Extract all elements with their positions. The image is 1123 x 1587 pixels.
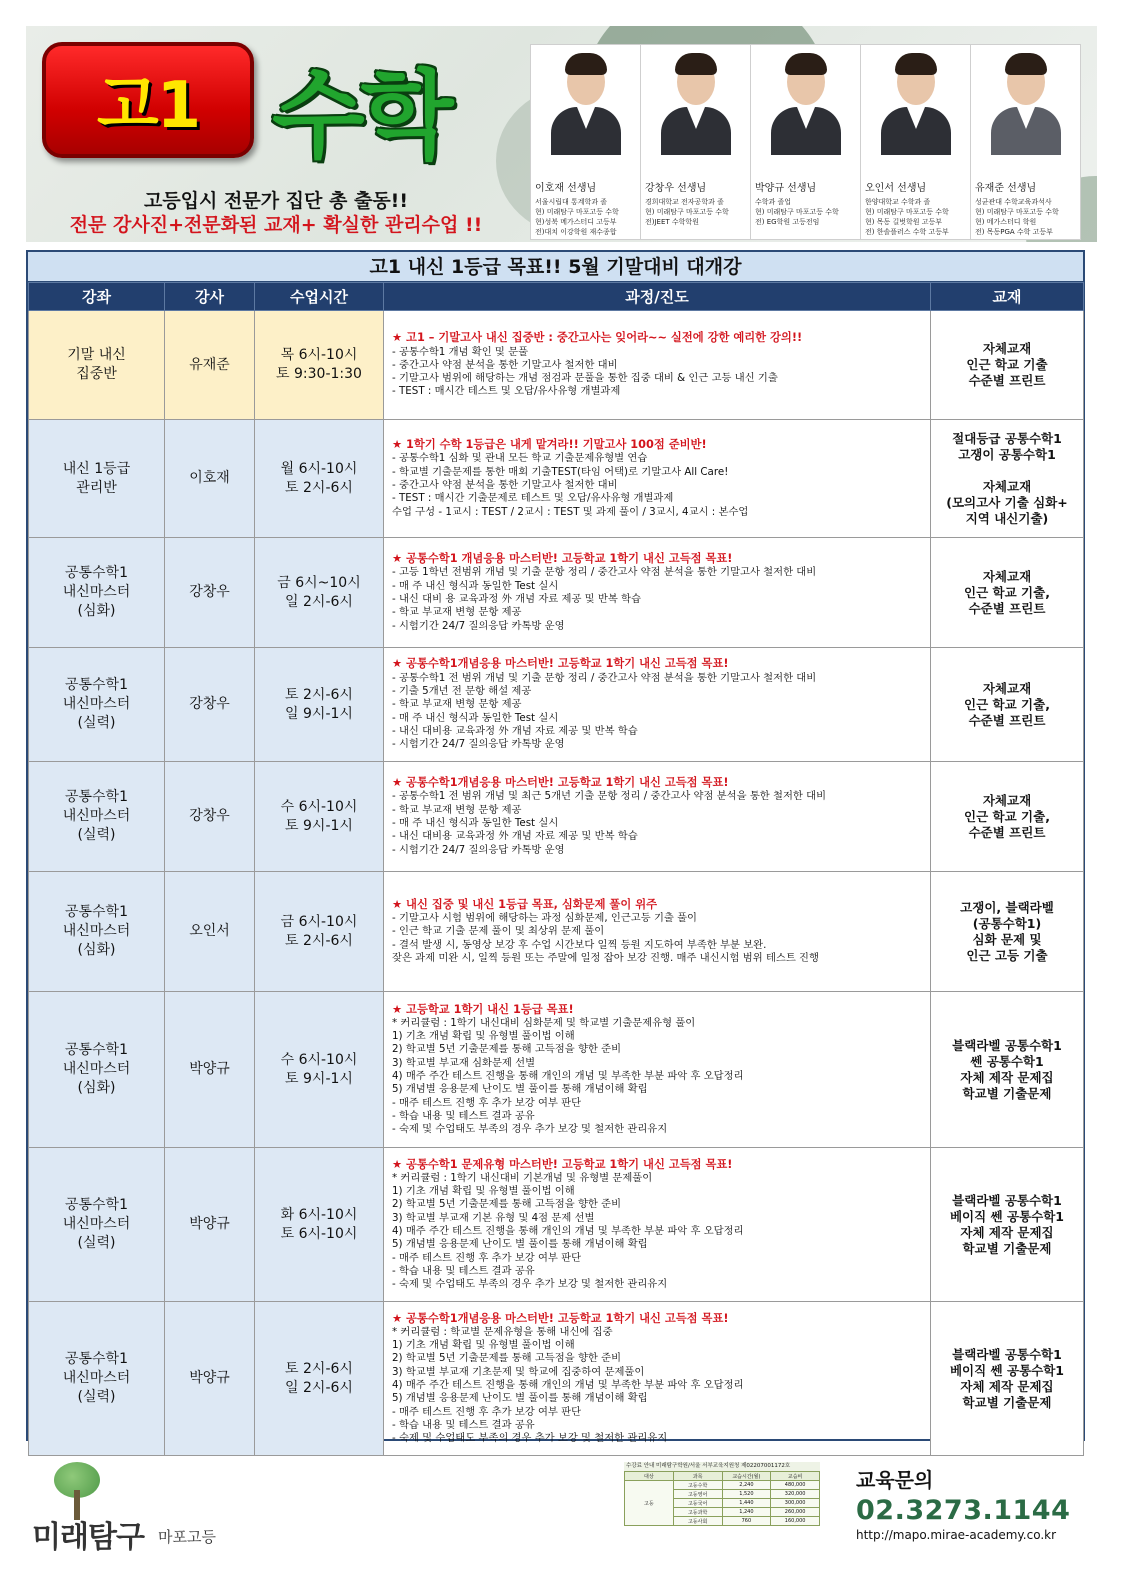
- fee-amount: 320,000: [771, 1490, 820, 1499]
- course-name: 공통수학1 내신마스터 (심화): [29, 872, 165, 992]
- col-header-time: 수업시간: [255, 283, 384, 311]
- fee-amount: 300,000: [771, 1499, 820, 1508]
- fee-subject: 고등사회: [673, 1517, 722, 1526]
- teacher-name: 오인서 선생님: [865, 183, 927, 194]
- col-header-course: 강좌: [29, 283, 165, 311]
- curriculum-highlight: ★ 공통수학1개념응용 마스터반! 고등학교 1학기 내신 고득점 목표!: [392, 776, 729, 790]
- fee-amount: 480,000: [771, 1481, 820, 1490]
- teacher-career-line: 현) 미래탐구 마포고등 수학: [645, 208, 729, 216]
- class-time: 월 6시-10시 토 2시-6시: [255, 420, 384, 538]
- teacher-photo: [641, 45, 750, 155]
- curriculum-cell: [384, 648, 931, 762]
- textbook-cell: 절대등급 공통수학1 고쟁이 공통수학1 자체교재 (모의고사 기출 심화+ 지역 내신기출): [931, 420, 1084, 538]
- teacher-career-line: 전) EG학원 고등전임: [755, 218, 820, 226]
- academy-logo: [30, 1462, 250, 1556]
- teacher-career-line: 한양대학교 수학과 졸: [865, 198, 931, 206]
- col-header-textbook: 교재: [931, 283, 1084, 311]
- schedule-table: [26, 250, 1085, 1445]
- curriculum-cell: [384, 1302, 931, 1456]
- teacher-career-line: 현)성북 메가스터디 고등부: [535, 218, 617, 226]
- course-row: [29, 762, 1084, 872]
- teacher-career-line: 현) 미래탐구 마포고등 수학: [755, 208, 839, 216]
- fee-hours: 1,240: [722, 1508, 771, 1517]
- fee-hours: 1,520: [722, 1490, 771, 1499]
- textbook-cell: 블랙라벨 공통수학1 베이직 쎈 공통수학1 자체 제작 문제집 학교별 기출문제: [931, 1302, 1084, 1456]
- course-row: [29, 538, 1084, 648]
- teacher-card: [860, 44, 971, 240]
- curriculum-details: * 커리큘럼 : 학교별 문제유형을 통해 내신에 집중 1) 기초 개념 확립 및 유형별 풀이법 이해 2) 학교별 5년 기출문제를 통해 고득점을 향한 준비 3) 학교별 부교재 기초문제 및 학교에 집중하여 문제풀이 4) 매주 주간 테스트 진행을 통해 개인의 개념 및 부족한 부분 파악 후 오답정리 5) 개념별 응용문제 난이도 별 풀이를 통해 개념이해 확립 - 매주 테스트 진행 후 추가 보강 여부 판단 - 학습 내용 및 테스트 결과 공유 - 숙제 및 수업태도 부족의 경우 추가 보강 및 철저한 관리유지: [392, 1325, 744, 1445]
- teacher-cell: 박양규: [165, 1148, 255, 1302]
- curriculum-cell: [384, 762, 931, 872]
- course-name: 공통수학1 내신마스터 (심화): [29, 538, 165, 648]
- teacher-profiles: [530, 44, 1080, 240]
- textbook-cell: 자체교재 인근 학교 기출, 수준별 프린트: [931, 538, 1084, 648]
- teacher-career-line: 전) 목동PGA 수학 고등부: [975, 228, 1053, 236]
- class-time: 금 6시~10시 일 2시-6시: [255, 538, 384, 648]
- curriculum-cell: [384, 1148, 931, 1302]
- tuition-title: 수강료 안내 미래탐구학원/서울 서부교육지원청 제02207001172호: [624, 1462, 820, 1471]
- curriculum-details: - 공통수학1 심화 및 관내 모든 학교 기출문제유형별 연습 - 학교별 기출문제를 통한 매회 기출TEST(타임 어택)로 기말고사 All Care! - 중간고사 약점 분석을 통한 기말고사 철저한 대비 - TEST : 매시간 기출문제로 테스트 및 오답/유사유형 개별과제 수업 구성 - 1교시 : TEST / 2교시 : TEST 및 과제 풀이 / 3교시, 4교시 : 본수업: [392, 452, 749, 518]
- class-time: 수 6시-10시 토 9시-1시: [255, 762, 384, 872]
- grade-badge: [42, 42, 254, 158]
- fee-hours: 760: [722, 1517, 771, 1526]
- curriculum-cell: [384, 420, 931, 538]
- fee-subject: 고등수학: [673, 1481, 722, 1490]
- curriculum-cell: [384, 872, 931, 992]
- curriculum-details: - 공통수학1 전 범위 개념 및 기출 문항 정리 / 중간고사 약점 분석을 통한 기말고사 철저한 대비 - 기출 5개년 전 문항 해설 제공 - 학교 부교재 변형 문항 제공 - 매 주 내신 형식과 동일한 Test 실시 - 내신 대비용 교육과정 外 개념 자료 제공 및 반복 학습 - 시험기간 24/7 질의응답 카톡방 운영: [392, 671, 817, 751]
- class-time: 토 2시-6시 일 2시-6시: [255, 1302, 384, 1456]
- teacher-cell: 오인서: [165, 872, 255, 992]
- slogan-primary: 고등입시 전문가 집단 총 출동!!: [143, 190, 409, 212]
- table-title: 고1 내신 1등급 목표!! 5월 기말대비 대개강: [28, 252, 1083, 282]
- website-link[interactable]: http://mapo.mirae-academy.co.kr: [856, 1528, 1057, 1542]
- teacher-career-line: 현) 미래탐구 마포고등 수학: [975, 208, 1059, 216]
- subject-title: 수학: [272, 60, 450, 172]
- course-row: [29, 992, 1084, 1148]
- teacher-name: 강창우 선생님: [645, 183, 707, 194]
- class-time: 수 6시-10시 토 9시-1시: [255, 992, 384, 1148]
- teacher-photo: [751, 45, 860, 155]
- teacher-career-line: 현) 미래탐구 마포고등 수학: [865, 208, 949, 216]
- col-header-curriculum: 과정/진도: [384, 283, 931, 311]
- contact-info: [856, 1464, 1070, 1542]
- grade-label: 고1: [96, 69, 200, 143]
- course-name: 공통수학1 내신마스터 (실력): [29, 762, 165, 872]
- curriculum-details: - 공통수학1 전 범위 개념 및 최근 5개년 기출 문항 정리 / 중간고사 약점 분석을 통한 철저한 대비 - 학교 부교재 변형 문항 제공 - 매 주 내신 형식과 동일한 Test 실시 - 내신 대비용 교육과정 外 개념 자료 제공 및 반복 학습 - 시험기간 24/7 질의응답 카톡방 운영: [392, 790, 827, 856]
- teacher-card: [970, 44, 1081, 240]
- teacher-cell: 강창우: [165, 762, 255, 872]
- branch-name: 마포고등: [158, 1528, 216, 1546]
- textbook-cell: 블랙라벨 공통수학1 베이직 쎈 공통수학1 자체 제작 문제집 학교별 기출문제: [931, 1148, 1084, 1302]
- teacher-cell: 강창우: [165, 648, 255, 762]
- curriculum-cell: [384, 311, 931, 420]
- fee-header: 대상: [625, 1472, 674, 1481]
- curriculum-highlight: ★ 내신 집중 및 내신 1등급 목표, 심화문제 풀이 위주: [392, 897, 658, 911]
- course-row: [29, 648, 1084, 762]
- teacher-career-line: 현) 메가스터디 학원: [975, 218, 1037, 226]
- curriculum-details: - 고등 1학년 전범위 개념 및 기출 문항 정리 / 중간고사 약점 분석을 통한 기말고사 철저한 대비 - 매 주 내신 형식과 동일한 Test 실시 - 내신 대비 용 교육과정 外 개념 자료 제공 및 반복 학습 - 학교 부교재 변형 문항 제공 - 시험기간 24/7 질의응답 카톡방 운영: [392, 566, 817, 632]
- teacher-card: [530, 44, 641, 240]
- fee-header: 교습비: [771, 1472, 820, 1481]
- fee-subject: 고등과학: [673, 1508, 722, 1517]
- teacher-cell: 이호재: [165, 420, 255, 538]
- slogan-secondary: 전문 강사진+전문화된 교재+ 확실한 관리수업 !!: [69, 214, 483, 236]
- teacher-career-line: 현) 미래탐구 마포고등 수학: [535, 208, 619, 216]
- header-banner: [26, 26, 1097, 242]
- curriculum-highlight: ★ 고1 – 기말고사 내신 집중반 : 중간고사는 잊어라~~ 실전에 강한 예리한 강의!!: [392, 331, 803, 345]
- fee-hours: 1,440: [722, 1499, 771, 1508]
- teacher-career-line: 전)JEET 수학학원: [645, 218, 699, 226]
- col-header-teacher: 강사: [165, 283, 255, 311]
- teacher-cell: 박양규: [165, 992, 255, 1148]
- fee-header: 과목: [673, 1472, 722, 1481]
- curriculum-details: - 기말고사 시험 범위에 해당하는 과정 심화문제, 인근고등 기출 풀이 - 인근 학교 기출 문제 풀이 및 최상위 문제 풀이 - 결석 발생 시, 동영상 보강 후 수업 시간보다 일찍 등원 지도하여 부족한 부분 보완. 잦은 과제 미완 시, 일찍 등원 또는 주말에 일정 잡아 보강 진행. 매주 내신시험 범위 테스트 진행: [392, 912, 819, 964]
- fee-amount: 160,000: [771, 1517, 820, 1526]
- curriculum-details: * 커리큘럼 : 1학기 내신대비 기본개념 및 유형별 문제풀이 1) 기초 개념 확립 및 유형별 풀이법 이해 2) 학교별 5년 기출문제를 통해 고득점을 향한 준비 3) 학교별 부교재 기본 유형 및 4점 문제 선별 4) 매주 주간 테스트 진행을 통해 개인의 개념 및 부족한 부분 파악 후 오답정리 5) 개념별 응용문제 난이도 별 풀이를 통해 개념이해 확립 - 매주 테스트 진행 후 추가 보강 여부 판단 - 학습 내용 및 테스트 결과 공유 - 숙제 및 수업태도 부족의 경우 추가 보강 및 철저한 관리유지: [392, 1171, 744, 1291]
- curriculum-details: - 공통수학1 개념 확인 및 문풀 - 중간고사 약점 분석을 통한 기말고사 철저한 대비 - 기말고사 범위에 해당하는 개념 점검과 문풀을 통한 집중 대비 & 인근 고등 내신 기출 - TEST : 매시간 테스트 및 오답/유사유형 개별과제: [392, 345, 778, 398]
- course-name: 공통수학1 내신마스터 (심화): [29, 992, 165, 1148]
- teacher-career-line: 전) 한솔플러스 수학 고등부: [865, 228, 949, 236]
- course-name: 공통수학1 내신마스터 (실력): [29, 1302, 165, 1456]
- course-table: [28, 282, 1084, 1456]
- contact-label: 교육문의: [856, 1468, 934, 1492]
- teacher-photo: [861, 45, 970, 155]
- teacher-name: 유재준 선생님: [975, 183, 1037, 194]
- course-name: 공통수학1 내신마스터 (실력): [29, 1148, 165, 1302]
- teacher-cell: 박양규: [165, 1302, 255, 1456]
- teacher-cell: 강창우: [165, 538, 255, 648]
- course-name: 기말 내신 집중반: [29, 311, 165, 420]
- textbook-cell: 자체교재 인근 학교 기출, 수준별 프린트: [931, 648, 1084, 762]
- course-row: [29, 420, 1084, 538]
- curriculum-cell: [384, 538, 931, 648]
- course-row: [29, 1148, 1084, 1302]
- curriculum-highlight: ★ 공통수학1 문제유형 마스터반! 고등학교 1학기 내신 고득점 목표!: [392, 1157, 733, 1171]
- tuition-table: [624, 1462, 820, 1526]
- teacher-photo: [531, 45, 640, 155]
- teacher-card: [640, 44, 751, 240]
- class-time: 화 6시-10시 토 6시-10시: [255, 1148, 384, 1302]
- course-row: [29, 1302, 1084, 1456]
- fee-hours: 2,240: [722, 1481, 771, 1490]
- class-time: 목 6시-10시 토 9:30-1:30: [255, 311, 384, 420]
- curriculum-details: * 커리큘럼 : 1학기 내신대비 심화문제 및 학교별 기출문제유형 풀이 1) 기초 개념 확립 및 유형별 풀이법 이해 2) 학교별 5년 기출문제를 통해 고득점을 향한 준비 3) 학교별 부교재 심화문제 선별 4) 매주 주간 테스트 진행을 통해 개인의 개념 및 부족한 부분 파악 후 오답정리 5) 개념별 응용문제 난이도 별 풀이를 통해 개념이해 확립 - 매주 테스트 진행 후 추가 보강 여부 판단 - 학습 내용 및 테스트 결과 공유 - 숙제 및 수업태도 부족의 경우 추가 보강 및 철저한 관리유지: [392, 1016, 744, 1136]
- fee-subject: 고등국어: [673, 1499, 722, 1508]
- fee-header: 교습시간(월): [722, 1472, 771, 1481]
- teacher-career-line: 성균관대 수학교육과석사: [975, 198, 1052, 206]
- curriculum-highlight: ★ 고등학교 1학기 내신 1등급 목표!: [392, 1002, 574, 1016]
- teacher-career-line: 서울시립대 통계학과 졸: [535, 198, 608, 206]
- teacher-career-line: 전)대치 이강학원 재수종합: [535, 228, 617, 236]
- curriculum-highlight: ★ 공통수학1 개념응용 마스터반! 고등학교 1학기 내신 고득점 목표!: [392, 552, 733, 566]
- teacher-card: [750, 44, 861, 240]
- course-row: [29, 311, 1084, 420]
- textbook-cell: 블랙라벨 공통수학1 쎈 공통수학1 자체 제작 문제집 학교별 기출문제: [931, 992, 1084, 1148]
- course-name: 공통수학1 내신마스터 (실력): [29, 648, 165, 762]
- teacher-cell: 유재준: [165, 311, 255, 420]
- curriculum-highlight: ★ 1학기 수학 1등급은 내게 맡겨라!! 기말고사 100점 준비반!: [392, 438, 707, 452]
- curriculum-cell: [384, 992, 931, 1148]
- phone-number[interactable]: 02.3273.1144: [856, 1495, 1071, 1526]
- teacher-photo: [971, 45, 1080, 155]
- fee-target: 고등: [625, 1481, 674, 1526]
- course-name: 내신 1등급 관리반: [29, 420, 165, 538]
- table-header-row: [29, 283, 1084, 311]
- textbook-cell: 자체교재 인근 학교 기출, 수준별 프린트: [931, 762, 1084, 872]
- curriculum-highlight: ★ 공통수학1개념응용 마스터반! 고등학교 1학기 내신 고득점 목표!: [392, 657, 729, 671]
- teacher-career-line: 현) 목동 길벗학원 고등부: [865, 218, 943, 226]
- teacher-name: 이호재 선생님: [535, 183, 597, 194]
- fee-amount: 260,000: [771, 1508, 820, 1517]
- course-row: [29, 872, 1084, 992]
- class-time: 금 6시-10시 토 2시-6시: [255, 872, 384, 992]
- teacher-career-line: 경희대학교 전자공학과 졸: [645, 198, 724, 206]
- teacher-name: 박양규 선생님: [755, 183, 817, 194]
- textbook-cell: 자체교재 인근 학교 기출 수준별 프린트: [931, 311, 1084, 420]
- fee-row: [625, 1481, 820, 1490]
- teacher-career-line: 수학과 졸업: [755, 198, 792, 206]
- curriculum-highlight: ★ 공통수학1개념응용 마스터반! 고등학교 1학기 내신 고득점 목표!: [392, 1311, 729, 1325]
- logo-text: 미래탐구: [32, 1520, 144, 1555]
- textbook-cell: 고쟁이, 블랙라벨 (공통수학1) 심화 문제 및 인근 고등 기출: [931, 872, 1084, 992]
- fee-subject: 고등영어: [673, 1490, 722, 1499]
- class-time: 토 2시-6시 일 9시-1시: [255, 648, 384, 762]
